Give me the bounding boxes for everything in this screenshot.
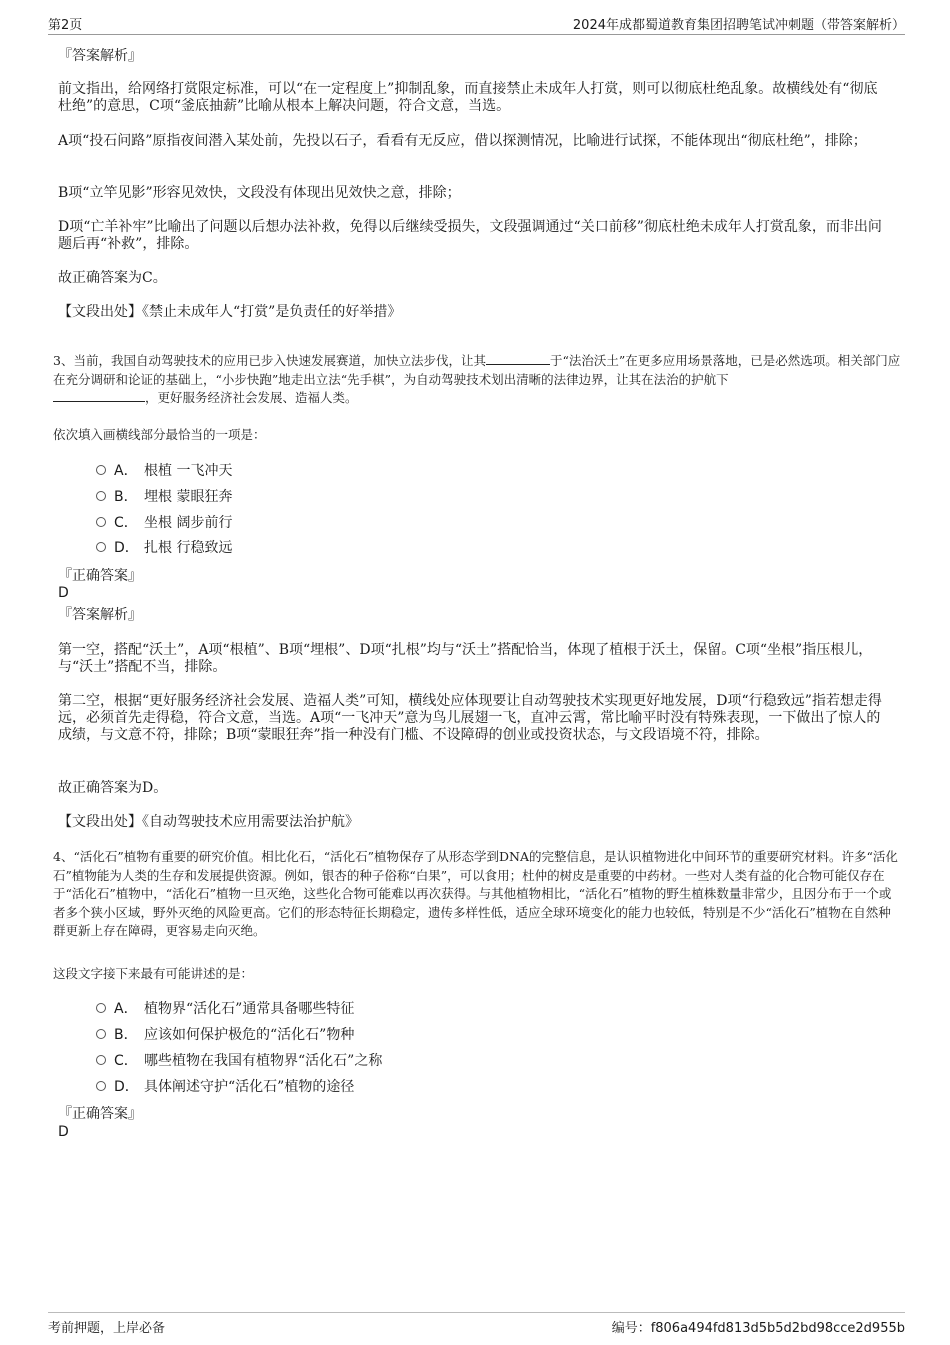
analysis-paragraph: A项“投石问路”原指夜间潜入某处前，先投以石子，看看有无反应，借以探测情况，比喻进行试探，不能体现出“彻底杜绝”，排除； xyxy=(58,133,867,149)
option-a[interactable]: A． 根植 一飞冲天 xyxy=(96,462,232,480)
source-citation: 【文段出处】《自动驾驶技术应用需要法治护航》 xyxy=(58,814,359,830)
option-c[interactable]: C． 哪些植物在我国有植物界“活化石”之称 xyxy=(96,1052,382,1070)
answer-value: D xyxy=(58,1124,69,1140)
option-d[interactable]: D． 具体阐述守护“活化石”植物的途径 xyxy=(96,1078,354,1096)
document-title: 2024年成都蜀道教育集团招聘笔试冲刺题（带答案解析） xyxy=(572,18,905,33)
analysis-conclusion: 故正确答案为C。 xyxy=(58,270,167,286)
option-a[interactable]: A． 植物界“活化石”通常具备哪些特征 xyxy=(96,1000,354,1018)
footer-slogan: 考前押题，上岸必备 xyxy=(48,1321,166,1336)
fill-blank xyxy=(53,389,145,402)
radio-icon[interactable] xyxy=(96,1029,106,1039)
source-citation: 【文段出处】《禁止未成年人“打赏”是负责任的好举措》 xyxy=(58,304,402,320)
analysis-paragraph: D项“亡羊补牢”比喻出了问题以后想办法补救，免得以后继续受损失，文段强调通过“关口前移”彻底杜绝未成年人打赏乱象，而非出问题后再“补救”，排除。 xyxy=(58,219,882,252)
option-b[interactable]: B． 应该如何保护极危的“活化石”物种 xyxy=(96,1026,354,1044)
option-c[interactable]: C． 坐根 阔步前行 xyxy=(96,514,232,532)
question-prompt: 这段文字接下来最有可能讲述的是： xyxy=(53,966,254,981)
question-stem: 4、“活化石”植物有重要的研究价值。相比化石，“活化石”植物保存了从形态学到DNA的完整信息，是认识植物进化中间环节的重要研究材料。许多“活化石”植物能为人类的生存和发展提供资源。例如，银杏的种子俗称“白果”，可以食用；杜仲的树皮是重要的中药材。一些对人类有益的化合物可能仅存在于“活化石”植物中，“活化石”植物一旦灭绝，这些化合物可能难以再次获得。与其他植物相比，“活化石”植物的野生植株数量非常少，且因分布于一个或者多个狭小区域，野外灭绝的风险更高。它们的形态特征长期稳定，遗传多样性低，适应全球环境变化的能力也较低，特别是不少“活化石”植物在自然种群更新上存在障碍，更容易走向灭绝。 xyxy=(53,849,898,938)
radio-icon[interactable] xyxy=(96,1055,106,1065)
fill-blank xyxy=(486,352,550,365)
option-b[interactable]: B． 埋根 蒙眼狂奔 xyxy=(96,488,232,506)
radio-icon[interactable] xyxy=(96,517,106,527)
analysis-label: 『答案解析』 xyxy=(58,48,142,64)
analysis-paragraph: 第一空，搭配“沃土”，A项“根植”、B项“埋根”、D项“扎根”均与“沃土”搭配恰当，体现了植根于沃土，保留。C项“坐根”指压根儿，与“沃土”搭配不当，排除。 xyxy=(58,642,873,675)
page-number: 第2页 xyxy=(48,18,83,33)
page-header xyxy=(48,14,905,35)
page-footer xyxy=(48,1312,905,1337)
analysis-label: 『答案解析』 xyxy=(58,607,142,623)
question-prompt: 依次填入画横线部分最恰当的一项是： xyxy=(53,427,266,442)
analysis-paragraph: 第二空，根据“更好服务经济社会发展、造福人类”可知，横线处应体现要让自动驾驶技术实现更好地发展，D项“行稳致远”指若想走得远，必须首先走得稳，符合文意，当选。A项“一飞冲天”意为鸟儿展翅一飞，直冲云霄，常比喻平时没有特殊表现，一下做出了惊人的成绩，与文意不符，排除；B项“蒙眼狂奔”指一种没有门槛、不设障碍的创业或投资状态，与文段语境不符，排除。 xyxy=(58,693,882,743)
analysis-conclusion: 故正确答案为D。 xyxy=(58,780,168,796)
radio-icon[interactable] xyxy=(96,542,106,552)
document-id: 编号：f806a494fd813d5b5d2bd98cce2d955b xyxy=(611,1321,905,1336)
radio-icon[interactable] xyxy=(96,1081,106,1091)
analysis-paragraph: 前文指出，给网络打赏限定标准，可以“在一定程度上”抑制乱象，而直接禁止未成年人打赏，则可以彻底杜绝乱象。故横线处有“彻底杜绝”的意思，C项“釜底抽薪”比喻从根本上解决问题，符合文意，当选。 xyxy=(58,81,878,114)
answer-value: D xyxy=(58,585,69,601)
radio-icon[interactable] xyxy=(96,1003,106,1013)
analysis-paragraph: B项“立竿见影”形容见效快，文段没有体现出见效快之意，排除； xyxy=(58,185,461,201)
option-d[interactable]: D． 扎根 行稳致远 xyxy=(96,539,232,557)
radio-icon[interactable] xyxy=(96,465,106,475)
radio-icon[interactable] xyxy=(96,491,106,501)
question-stem: 3、当前，我国自动驾驶技术的应用已步入快速发展赛道，加快立法步伐，让其 于“法治沃土”在更多应用场景落地，已是必然选项。相关部门应在充分调研和论证的基础上，“小步快跑”地走出立法“先手棋”，为自动驾驶技术划出清晰的法律边界，让其在法治的护航下 ，更好服务经济社会发展、造福人类。 xyxy=(53,353,901,405)
answer-label: 『正确答案』 xyxy=(58,1106,142,1122)
answer-label: 『正确答案』 xyxy=(58,568,142,584)
